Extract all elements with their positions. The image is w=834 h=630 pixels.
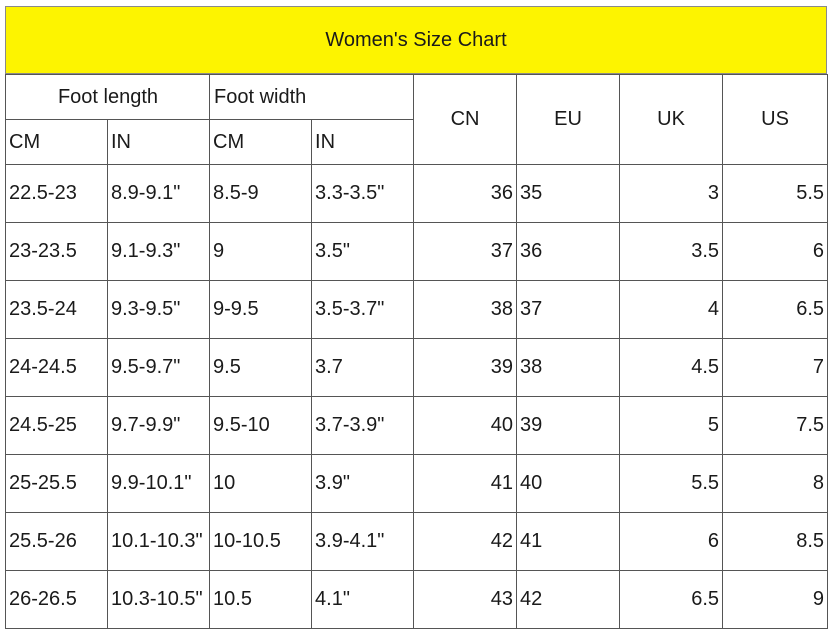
cell-width-cm: 10 [210, 455, 312, 513]
header-us: US [723, 75, 828, 165]
cell-width-in: 3.9-4.1" [312, 513, 414, 571]
cell-length-cm: 23-23.5 [6, 223, 108, 281]
cell-length-cm: 23.5-24 [6, 281, 108, 339]
table-row [6, 281, 828, 339]
header-eu: EU [517, 75, 620, 165]
cell-cn: 42 [414, 513, 517, 571]
cell-uk: 5 [620, 397, 723, 455]
cell-uk: 4.5 [620, 339, 723, 397]
cell-width-cm: 10.5 [210, 571, 312, 629]
cell-uk: 4 [620, 281, 723, 339]
cell-cn: 37 [414, 223, 517, 281]
table-row [6, 455, 828, 513]
cell-eu: 37 [517, 281, 620, 339]
cell-uk: 6 [620, 513, 723, 571]
table-row [6, 165, 828, 223]
cell-uk: 6.5 [620, 571, 723, 629]
cell-length-in: 9.1-9.3" [108, 223, 210, 281]
cell-uk: 5.5 [620, 455, 723, 513]
cell-us: 9 [723, 571, 828, 629]
chart-title-text: Women's Size Chart [325, 28, 507, 51]
cell-length-cm: 25-25.5 [6, 455, 108, 513]
cell-us: 7 [723, 339, 828, 397]
cell-length-in: 10.1-10.3" [108, 513, 210, 571]
cell-us: 8 [723, 455, 828, 513]
cell-width-cm: 9 [210, 223, 312, 281]
table-row [6, 571, 828, 629]
table-row [6, 223, 828, 281]
cell-eu: 39 [517, 397, 620, 455]
cell-length-in: 8.9-9.1" [108, 165, 210, 223]
size-chart [5, 6, 827, 629]
cell-length-in: 9.9-10.1" [108, 455, 210, 513]
cell-cn: 40 [414, 397, 517, 455]
cell-length-cm: 24.5-25 [6, 397, 108, 455]
size-table [5, 74, 828, 629]
table-row [6, 397, 828, 455]
cell-width-in: 3.5" [312, 223, 414, 281]
cell-eu: 41 [517, 513, 620, 571]
cell-width-in: 3.7-3.9" [312, 397, 414, 455]
cell-width-in: 4.1" [312, 571, 414, 629]
cell-width-cm: 9-9.5 [210, 281, 312, 339]
cell-cn: 38 [414, 281, 517, 339]
cell-width-cm: 9.5 [210, 339, 312, 397]
cell-us: 5.5 [723, 165, 828, 223]
cell-eu: 35 [517, 165, 620, 223]
cell-width-cm: 8.5-9 [210, 165, 312, 223]
cell-length-cm: 24-24.5 [6, 339, 108, 397]
header-uk: UK [620, 75, 723, 165]
cell-length-in: 9.3-9.5" [108, 281, 210, 339]
cell-eu: 42 [517, 571, 620, 629]
cell-cn: 39 [414, 339, 517, 397]
header-length-cm: CM [6, 120, 108, 165]
cell-length-in: 10.3-10.5" [108, 571, 210, 629]
cell-cn: 41 [414, 455, 517, 513]
cell-width-in: 3.3-3.5" [312, 165, 414, 223]
cell-width-in: 3.5-3.7" [312, 281, 414, 339]
header-cn: CN [414, 75, 517, 165]
table-row [6, 339, 828, 397]
cell-width-cm: 10-10.5 [210, 513, 312, 571]
cell-length-in: 9.7-9.9" [108, 397, 210, 455]
header-width-cm: CM [210, 120, 312, 165]
cell-width-in: 3.7 [312, 339, 414, 397]
header-length-in: IN [108, 120, 210, 165]
cell-eu: 38 [517, 339, 620, 397]
cell-width-in: 3.9" [312, 455, 414, 513]
cell-us: 6 [723, 223, 828, 281]
header-foot-width: Foot width [210, 75, 414, 120]
cell-length-in: 9.5-9.7" [108, 339, 210, 397]
chart-title [5, 6, 827, 74]
cell-uk: 3.5 [620, 223, 723, 281]
table-row [6, 513, 828, 571]
cell-eu: 40 [517, 455, 620, 513]
cell-cn: 36 [414, 165, 517, 223]
header-width-in: IN [312, 120, 414, 165]
cell-length-cm: 22.5-23 [6, 165, 108, 223]
cell-eu: 36 [517, 223, 620, 281]
cell-uk: 3 [620, 165, 723, 223]
cell-length-cm: 26-26.5 [6, 571, 108, 629]
cell-width-cm: 9.5-10 [210, 397, 312, 455]
cell-us: 7.5 [723, 397, 828, 455]
cell-us: 8.5 [723, 513, 828, 571]
cell-cn: 43 [414, 571, 517, 629]
cell-length-cm: 25.5-26 [6, 513, 108, 571]
header-foot-length: Foot length [6, 75, 210, 120]
cell-us: 6.5 [723, 281, 828, 339]
